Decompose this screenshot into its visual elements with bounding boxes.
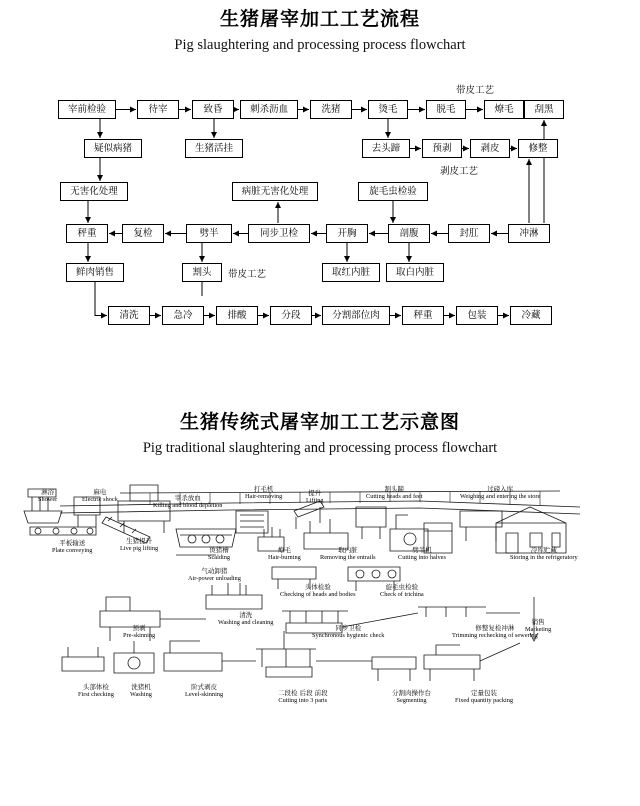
illustration-label-en: Lifting [306, 497, 324, 505]
illustration-label [398, 546, 446, 562]
illustration-label-cn: 头体检验 [304, 583, 331, 591]
illustration-label-cn: 预剥 [132, 624, 146, 632]
illustration-label [82, 488, 118, 504]
flow-node: 旋毛虫检验 [358, 182, 428, 201]
illustration-label-cn: 头部体检 [82, 683, 109, 691]
flow-node: 脱毛 [426, 100, 466, 119]
flow-node: 刮黑 [524, 100, 564, 119]
illustration-label [153, 494, 222, 510]
illustration-label [306, 489, 324, 505]
illustration-label-en: Weighing and entering the store [460, 493, 541, 501]
illustration-label [130, 683, 152, 699]
illustration-label-en: Segmenting [396, 697, 427, 705]
illustration-label [312, 624, 384, 640]
illustration-label [460, 485, 540, 501]
illustration-label-cn: 二段检 后段 前段 [278, 689, 328, 697]
illustration-label [218, 611, 273, 627]
illustration-label-cn: 冷库贮藏 [530, 546, 557, 554]
flow-node: 复检 [122, 224, 164, 243]
illustration-label [208, 546, 230, 562]
illustration-label-cn: 打毛机 [253, 485, 274, 493]
illustration-label-cn: 燎毛 [277, 546, 291, 554]
illustration-label-cn: 销售 [531, 618, 545, 626]
flow-node: 生猪活挂 [185, 139, 243, 158]
flow-node: 修整 [518, 139, 558, 158]
illustration-label-cn: 同步卫检 [335, 624, 362, 632]
flow-node: 病脏无害化处理 [232, 182, 318, 201]
flowchart-section-2 [0, 403, 640, 457]
flow-node: 冲淋 [508, 224, 550, 243]
illustration-label [188, 567, 241, 583]
flow-node: 鲜肉销售 [66, 263, 124, 282]
illustration-label [120, 537, 158, 553]
flow-node: 洗猪 [310, 100, 352, 119]
illustration-label-en: Electric shock [82, 496, 118, 504]
flow-node: 割头 [182, 263, 222, 282]
illustration-label [510, 546, 578, 562]
illustration-label-en: Plate conveying [52, 547, 93, 555]
flow-node: 开胸 [326, 224, 368, 243]
illustration-label [123, 624, 155, 640]
illustration-label [78, 683, 114, 699]
flow-node: 包装 [456, 306, 498, 325]
illustration-label [366, 485, 422, 501]
illustration-label-en: Live pig lifting [120, 545, 159, 553]
flow-node: 剖腹 [388, 224, 430, 243]
flow-node: 致昏 [192, 100, 234, 119]
illustration-label-en: Removing the entrails [320, 554, 376, 562]
flow-node: 排酸 [216, 306, 258, 325]
flow-node: 宰前检验 [58, 100, 116, 119]
flow-node: 剥皮 [470, 139, 510, 158]
illustration-label [392, 689, 431, 705]
illustration-label-cn: 取内脏 [338, 546, 358, 554]
chart2-title-cn: 生猪传统式屠宰加工工艺示意图 [179, 411, 460, 433]
illustration-label-cn: 修整复检冲淋 [475, 624, 515, 632]
chart1-title-en: Pig slaughtering and processing process flowchart [174, 37, 466, 53]
flow-node: 疑似病猪 [84, 139, 142, 158]
flow-node: 秤重 [402, 306, 444, 325]
illustration-label [52, 539, 92, 555]
illustration-label-en: Marketing [525, 626, 552, 634]
illustration-label-cn: 洗猪机 [131, 683, 151, 691]
illustration-label-en: Trimming rechecking of sewering [452, 632, 538, 640]
illustration-label-en: Washing and cleaning [218, 619, 274, 627]
illustration-label-en: Level-skinning [185, 691, 224, 699]
flow-node: 急冷 [162, 306, 204, 325]
chart1-title-cn: 生猪屠宰加工工艺流程 [219, 8, 420, 30]
illustration-label-cn: 过磅入库 [487, 485, 514, 493]
flow-node: 无害化处理 [60, 182, 128, 201]
illustration-label [525, 618, 551, 634]
flow-node: 取红内脏 [322, 263, 380, 282]
illustration-label-en: Storing in the refrigeratory [510, 554, 578, 562]
illustration-label-en: Scalding [208, 554, 231, 562]
flow-annotation: 带皮工艺 [228, 269, 267, 280]
illustration-label [278, 689, 328, 705]
illustration-label-cn: 麻电 [93, 488, 107, 496]
flow-node: 预剥 [422, 139, 462, 158]
illustration-label-en: Cutting heads and feet [366, 493, 423, 501]
flow-node: 清洗 [108, 306, 150, 325]
illustration-label [455, 689, 513, 705]
illustration-label-en: Cutting into halves [398, 554, 446, 562]
flow-node: 同步卫检 [248, 224, 310, 243]
flow-node: 冷藏 [510, 306, 552, 325]
illustration-label [380, 583, 424, 599]
illustration-label-en: Hair-removing [245, 493, 283, 501]
illustration-label-cn: 提升 [308, 489, 322, 497]
illustration-label-en: Synchronous hygienic check [312, 632, 385, 640]
illustration-label-cn: 阶式剥皮 [191, 683, 218, 691]
flow-node: 取白内脏 [386, 263, 444, 282]
illustration-label [185, 683, 223, 699]
illustration-label-cn: 劈半机 [412, 546, 432, 554]
illustration-label-cn: 旋毛虫检验 [385, 583, 419, 591]
illustration-label-cn: 气动卸猪 [201, 567, 228, 575]
flow-node: 劈半 [186, 224, 232, 243]
flow-node: 待宰 [137, 100, 179, 119]
illustration-label-en: Shower [38, 496, 58, 504]
flow-node: 燎毛 [484, 100, 524, 119]
flow-node: 分割部位肉 [322, 306, 390, 325]
flow-node: 烫毛 [368, 100, 408, 119]
illustration-label-en: Washing [130, 691, 152, 699]
illustration-label [38, 488, 57, 504]
illustration-label-cn: 清洗 [239, 611, 253, 619]
flow-annotation: 剥皮工艺 [440, 166, 479, 177]
illustration-label-en: First checking [78, 691, 114, 699]
illustration-label [268, 546, 301, 562]
flow-node: 秤重 [66, 224, 108, 243]
flow-node: 分段 [270, 306, 312, 325]
illustration-label-en: Cutting into 3 parts [278, 697, 328, 705]
flow-node: 刺杀沥血 [240, 100, 298, 119]
illustration-label-en: Check of trichina [380, 591, 424, 599]
illustration-label-en: Air-power unloading [188, 575, 241, 583]
illustration-label-cn: 分割肉操作台 [392, 689, 431, 697]
illustration-label-en: Hair-burning [268, 554, 301, 562]
illustration-label-cn: 定量包装 [471, 689, 498, 697]
illustration-label [320, 546, 376, 562]
flow-annotation: 带皮工艺 [456, 85, 495, 96]
illustration-label-cn: 割头蹄 [384, 485, 404, 493]
illustration-label-cn: 烫猪槽 [209, 546, 229, 554]
illustration-label [245, 485, 282, 501]
illustration-label-cn: 宰杀放血 [174, 494, 201, 502]
flow-node: 去头蹄 [362, 139, 410, 158]
illustration-label [280, 583, 356, 599]
illustration-label-cn: 平板输送 [59, 539, 86, 547]
illustration-label-cn: 淋浴 [41, 488, 55, 496]
illustration-label-en: Killing and blood depletion [153, 502, 223, 510]
illustration-label-en: Fixed quantity packing [455, 697, 514, 705]
illustration-label-cn: 生猪提升 [126, 537, 153, 545]
flowchart-diagram-1 [0, 68, 640, 333]
flow-node: 封肛 [448, 224, 490, 243]
illustration-diagram-2 [0, 471, 640, 731]
chart2-title-en: Pig traditional slaughtering and processing process flowchart [142, 440, 498, 456]
illustration-label-en: Pre-skinning [123, 632, 156, 640]
illustration-label-en: Checking of heads and bodies [280, 591, 356, 599]
